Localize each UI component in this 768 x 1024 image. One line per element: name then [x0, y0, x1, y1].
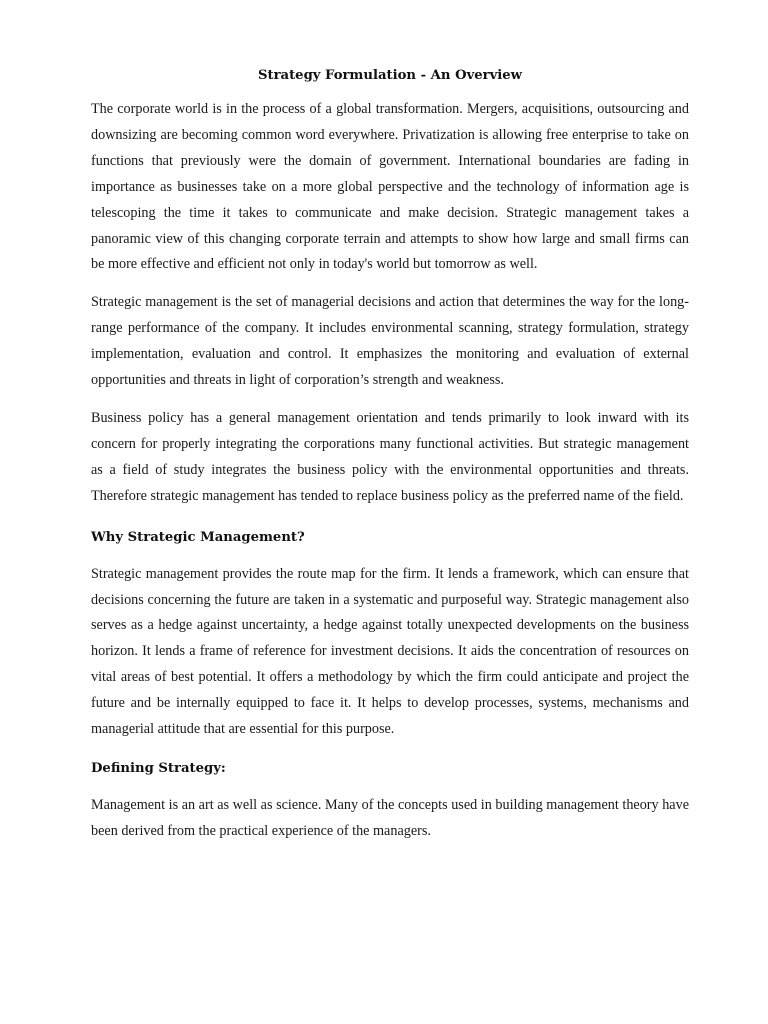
paragraph-why-strategic-management: Strategic management provides the route map for the firm. It lends a framework, which can ensure that decisions concerning the future are taken in a systematic and purposeful way. Strategic management also serves as a hedge against uncertainty, a hedge against totally unexpected developments on the business horizon. It lends a frame of reference for investment decisions. It aids the concentration of resources on vital areas of best potential. It offers a methodology by which the firm could anticipate and project the future and be internally equipped to face it. It helps to develop processes, systems, mechanisms and managerial attitude that are essential for this purpose. — [91, 565, 689, 738]
paragraph-defining-strategy: Management is an art as well as science. Many of the concepts used in building management theory have been derived from the practical experience of the managers. — [91, 796, 689, 839]
heading-defining-strategy: Defining Strategy: — [91, 760, 226, 776]
paragraph-global-transformation: The corporate world is in the process of a global transformation. Mergers, acquisitions, outsourcing and downsizing are becoming common word everywhere. Privatization is allowing free enterprise to take on functions that previously were the domain of government. International boundaries are fading in importance as businesses take on a more global perspective and the technology of information age is telescoping the time it takes to communicate and make decision. Strategic management takes a panoramic view of this changing corporate terrain and attempts to show how large and small firms can be more effective and efficient not only in today's world but tomorrow as well. — [91, 101, 689, 273]
heading-why-strategic-management: Why Strategic Management? — [91, 529, 305, 545]
paragraph-strategic-management-definition: Strategic management is the set of managerial decisions and action that determines the way for the long-range performance of the company. It includes environmental scanning, strategy formulation, strategy implementation, evaluation and control. It emphasizes the monitoring and evaluation of external opportunities and threats in light of corporation’s strength and weakness. — [91, 294, 689, 389]
document-content — [91, 66, 689, 857]
paragraph-business-policy: Business policy has a general management orientation and tends primarily to look inward with its concern for properly integrating the corporations many functional activities. But strategic management as a field of study integrates the business policy with the environmental opportunities and threats. Therefore strategic management has tended to replace business policy as the preferred name of the field. — [91, 409, 689, 504]
document-title: Strategy Formulation - An Overview — [257, 68, 522, 83]
